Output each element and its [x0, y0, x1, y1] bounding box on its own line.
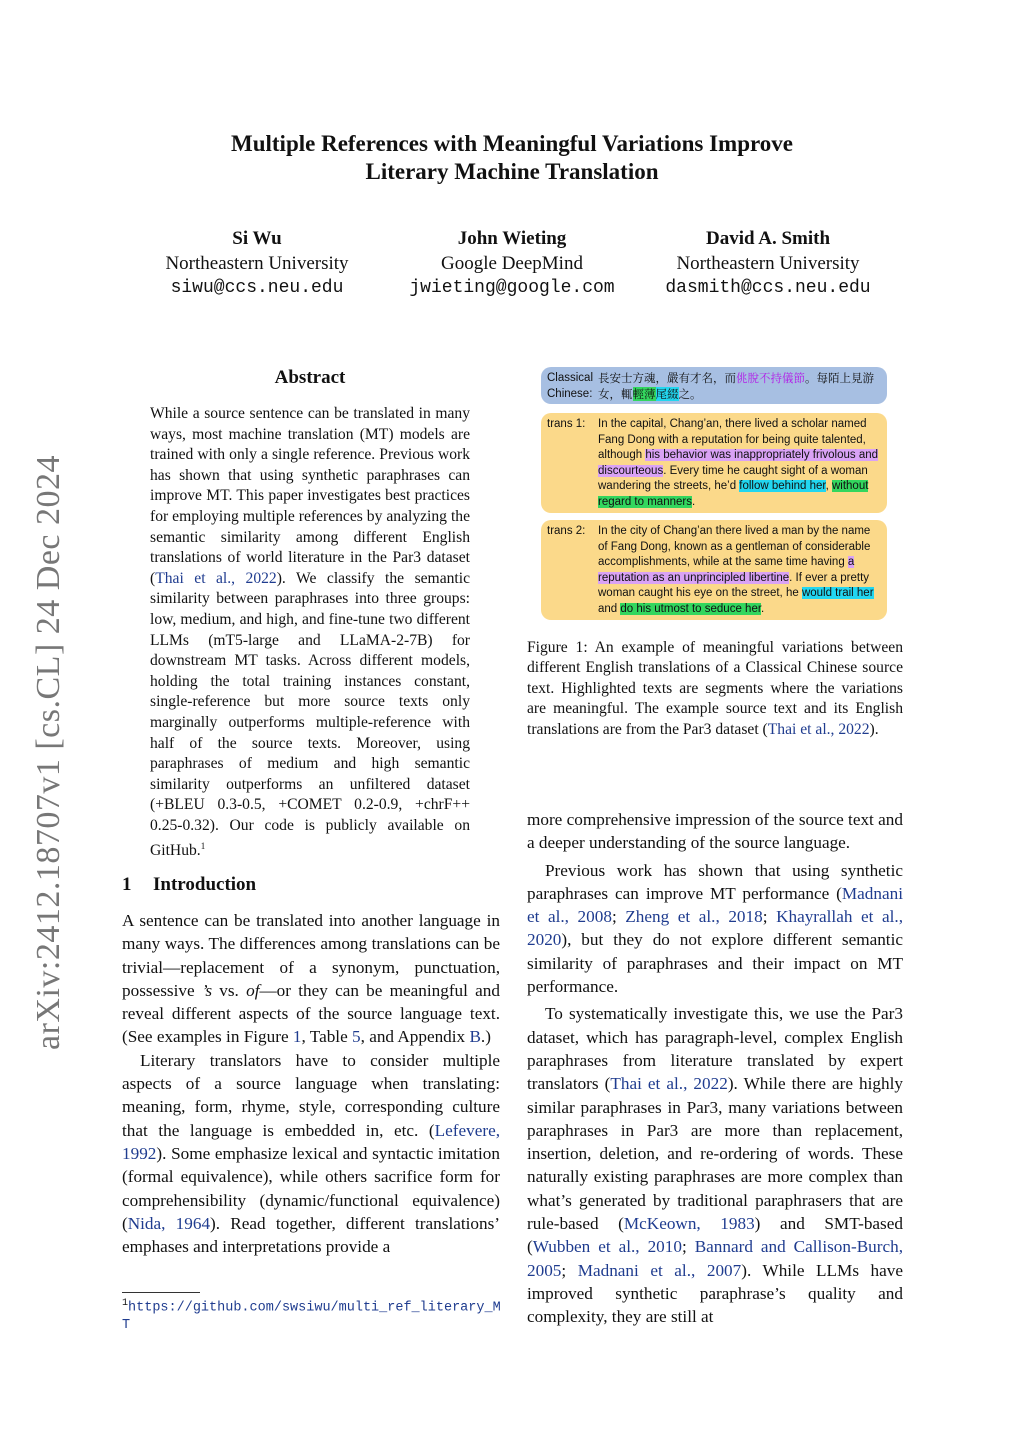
author-email: jwieting@google.com	[409, 278, 615, 298]
text-run: 長安士方魂，嚴有才名，而	[598, 371, 736, 385]
text-run: In the capital, Chang’an, there lived a scholar named Fang Dong with a reputation for being quite talented, although	[598, 418, 867, 461]
text-run: , and Appendix	[360, 1027, 470, 1047]
intro-right-paragraph-2	[527, 859, 903, 999]
paper-title	[0, 130, 1024, 186]
highlight-cyan: 尾綴	[655, 386, 679, 401]
citation-link[interactable]: Zheng et al., 2018	[625, 907, 763, 927]
footnote-url-link[interactable]: https://github.com/swsiwu/multi_ref_literary_MT	[122, 1300, 501, 1333]
text-run: ;	[561, 1260, 578, 1280]
section-heading	[122, 874, 256, 896]
text-run: .	[691, 495, 696, 508]
citation-link[interactable]: Lefevere, 1992	[122, 1120, 500, 1163]
intro-right-paragraph-1: more comprehensive impression of the source text and a deeper understanding of the source language.	[527, 810, 903, 853]
text-run: Literary translators have to consider multiple aspects of a source language when translating: meaning, form, rhyme, style, corresponding culture that the language is embedded in, etc. (	[122, 1050, 500, 1140]
figure-trans-2-text	[598, 524, 881, 617]
text-run: In the city of Chang’an there lived a man by the name of Fang Dong, known as a gentleman of considerable accomplishments, while at the same time having	[598, 525, 871, 568]
footnote-mark[interactable]: 1	[200, 841, 206, 852]
highlight-purple: 佻脫不持儀節	[736, 371, 805, 385]
footnote-rule	[122, 1292, 200, 1293]
text-run: vs.	[212, 980, 247, 1000]
author-name: John Wieting	[457, 228, 567, 249]
text-run: ). Some emphasize lexical and syntactic imitation (formal equivalence), while others sacrifice form for comprehensibility (dynamic/functional equivalence) (	[122, 1143, 500, 1233]
text-run: A sentence can be translated into another language in many ways. The differences among translations can be trivial—replacement of a synonym, punctuation, possessive	[122, 911, 500, 1000]
author-block-3	[638, 226, 898, 301]
intro-paragraph-1	[122, 909, 500, 1049]
text-run: ).	[869, 720, 879, 738]
author-name: David A. Smith	[705, 228, 831, 249]
figure-caption	[527, 638, 903, 740]
highlight-purple: his behavior was inappropriately frivolous and discourteous	[598, 449, 879, 477]
text-run: ;	[611, 907, 626, 927]
citation-link[interactable]: McKeown, 1983	[623, 1214, 755, 1234]
abstract-text	[150, 404, 470, 862]
citation-link[interactable]: Madnani et al., 2007	[577, 1260, 742, 1280]
text-run-italic: ’s	[201, 980, 213, 1000]
section-title: Introduction	[153, 874, 257, 895]
text-run: .)	[480, 1027, 491, 1047]
text-run: ), but they do not explore different semantic similarity of paraphrases and their impact on MT performance.	[527, 930, 903, 997]
author-email: siwu@ccs.neu.edu	[170, 278, 344, 298]
text-run: and	[598, 602, 621, 615]
figure-source-label: Classical Chinese:	[547, 372, 594, 400]
figure-source-box	[541, 367, 887, 404]
highlight-green: do his utmost to seduce her	[620, 602, 762, 615]
author-affiliation: Northeastern University	[676, 253, 860, 274]
text-run: .	[761, 602, 765, 615]
text-run-italic: of	[246, 980, 260, 1000]
intro-paragraph-2	[122, 1049, 500, 1259]
text-run: Previous work has shown that using synthetic paraphrases can improve MT performance (	[527, 860, 903, 903]
figure-trans-label: trans 1:	[547, 418, 586, 430]
text-run: ). While LLMs have improved synthetic paraphrase’s quality and complexity, they are still at	[527, 1260, 904, 1327]
figure-ref-link[interactable]: 1	[292, 1027, 302, 1047]
abstract-part: While a source sentence can be translated in many ways, most machine translation (MT) models are trained with only a single reference. Previous work has shown that using synthetic paraphrases can improve MT. This paper investigates best practices for employing multiple references by analyzing the semantic similarity among different English translations of world literature in the Par3 dataset (	[150, 405, 470, 587]
abstract-heading: Abstract	[274, 367, 346, 388]
text-run: ) and SMT-based (	[527, 1214, 903, 1257]
text-run: 。每陌上見游女，輒	[598, 371, 874, 401]
citation-link[interactable]: Wubben et al., 2010	[532, 1237, 682, 1257]
figure-source-text	[598, 371, 881, 402]
footnote-number: 1	[122, 1298, 129, 1309]
figure-translation-2-box	[541, 520, 887, 620]
citation-link[interactable]: Madnani et al., 2008	[527, 883, 903, 927]
text-run: To systematically investigate this, we use the Par3 dataset, which has paragraph-level, complex English paraphrases from literature translated by expert translators (	[527, 1004, 903, 1094]
highlight-green: without regard to manners	[598, 480, 869, 508]
figure-trans-1-text	[598, 417, 881, 510]
text-run: . Every time he caught sight of a woman wandering the streets, he’d	[598, 464, 868, 492]
table-ref-link[interactable]: 5	[352, 1027, 361, 1047]
figure-translation-1-box	[541, 413, 887, 513]
citation-link[interactable]: Nida, 1964	[127, 1213, 211, 1233]
citation-link[interactable]: Thai et al., 2022	[610, 1074, 728, 1094]
intro-right-paragraph-3	[527, 1002, 903, 1328]
highlight-cyan: would trail her	[801, 587, 874, 599]
text-run: ). Read together, different translations’ emphases and interpretations provide a	[122, 1213, 500, 1257]
author-email: dasmith@ccs.neu.edu	[665, 278, 871, 298]
text-run: ). While there are highly similar paraphrases in Par3, many variations between paraphrases in Par3 are more than replacement, insertion, deletion, and re-ordering of words. These naturally existing paraphrases are more complex than what’s generated by traditional paraphrasers that are rule-based (	[527, 1074, 903, 1234]
text-run: ;	[681, 1237, 695, 1257]
figure-trans-label: trans 2:	[547, 525, 586, 537]
author-affiliation: Northeastern University	[165, 253, 349, 274]
author-block-1	[127, 226, 387, 301]
citation-link[interactable]: Thai et al., 2022	[767, 720, 870, 738]
arxiv-identifier: arXiv:2412.18707v1 [cs.CL] 24 Dec 2024	[30, 454, 67, 1050]
title-line-1: Multiple References with Meaningful Variations Improve	[231, 131, 793, 156]
author-name: Si Wu	[232, 228, 282, 249]
intro-right-column	[527, 808, 903, 1329]
text-run: . If ever a pretty woman caught his eye on the street, he	[598, 571, 870, 599]
text-run: 之。	[678, 386, 702, 401]
text-run: , Table	[301, 1027, 352, 1047]
author-affiliation: Google DeepMind	[441, 253, 583, 274]
citation-link[interactable]: Khayrallah et al., 2020	[527, 907, 903, 950]
highlight-green: 輕薄	[632, 386, 656, 401]
highlight-cyan: follow behind her	[739, 480, 826, 492]
appendix-ref-link[interactable]: B	[469, 1027, 481, 1047]
citation-link[interactable]: Thai et al., 2022	[155, 569, 277, 587]
footnote	[122, 1295, 502, 1334]
abstract-part: ). We classify the semantic similarity between paraphrases into three groups: low, medium, and high, and fine-tune two different LLMs (mT5-large and LLaMA-2-7B) for downstream MT tasks. Across different models, holding the total training instances constant, single-reference but more source texts only marginally outperforms multiple-reference with half of the source texts. Moreover, using paraphrases of medium and high semantic similarity outperforms an unfiltered dataset (+BLEU 0.3-0.5, +COMET 0.2-0.9, +chrF++ 0.25-0.32). Our code is publicly available on GitHub.	[150, 569, 470, 860]
title-line-2: Literary Machine Translation	[365, 159, 659, 184]
text-run: —or they can be meaningful and reveal different aspects of the source language text. (See examples in Figure	[122, 980, 500, 1047]
author-block-2	[382, 226, 642, 301]
text-run: ;	[762, 907, 777, 927]
text-run: ,	[825, 480, 832, 492]
intro-left-column	[122, 909, 500, 1258]
highlight-purple: a reputation as an unprincipled libertine	[598, 556, 855, 584]
citation-link[interactable]: Bannard and Callison-Burch, 2005	[527, 1237, 903, 1280]
section-number: 1	[122, 874, 132, 895]
text-run: Figure 1: An example of meaningful variations between different English translations of a Classical Chinese source text. Highlighted texts are segments where the variations are meaningful. The example source text and its English translations are from the Par3 dataset (	[527, 639, 903, 738]
